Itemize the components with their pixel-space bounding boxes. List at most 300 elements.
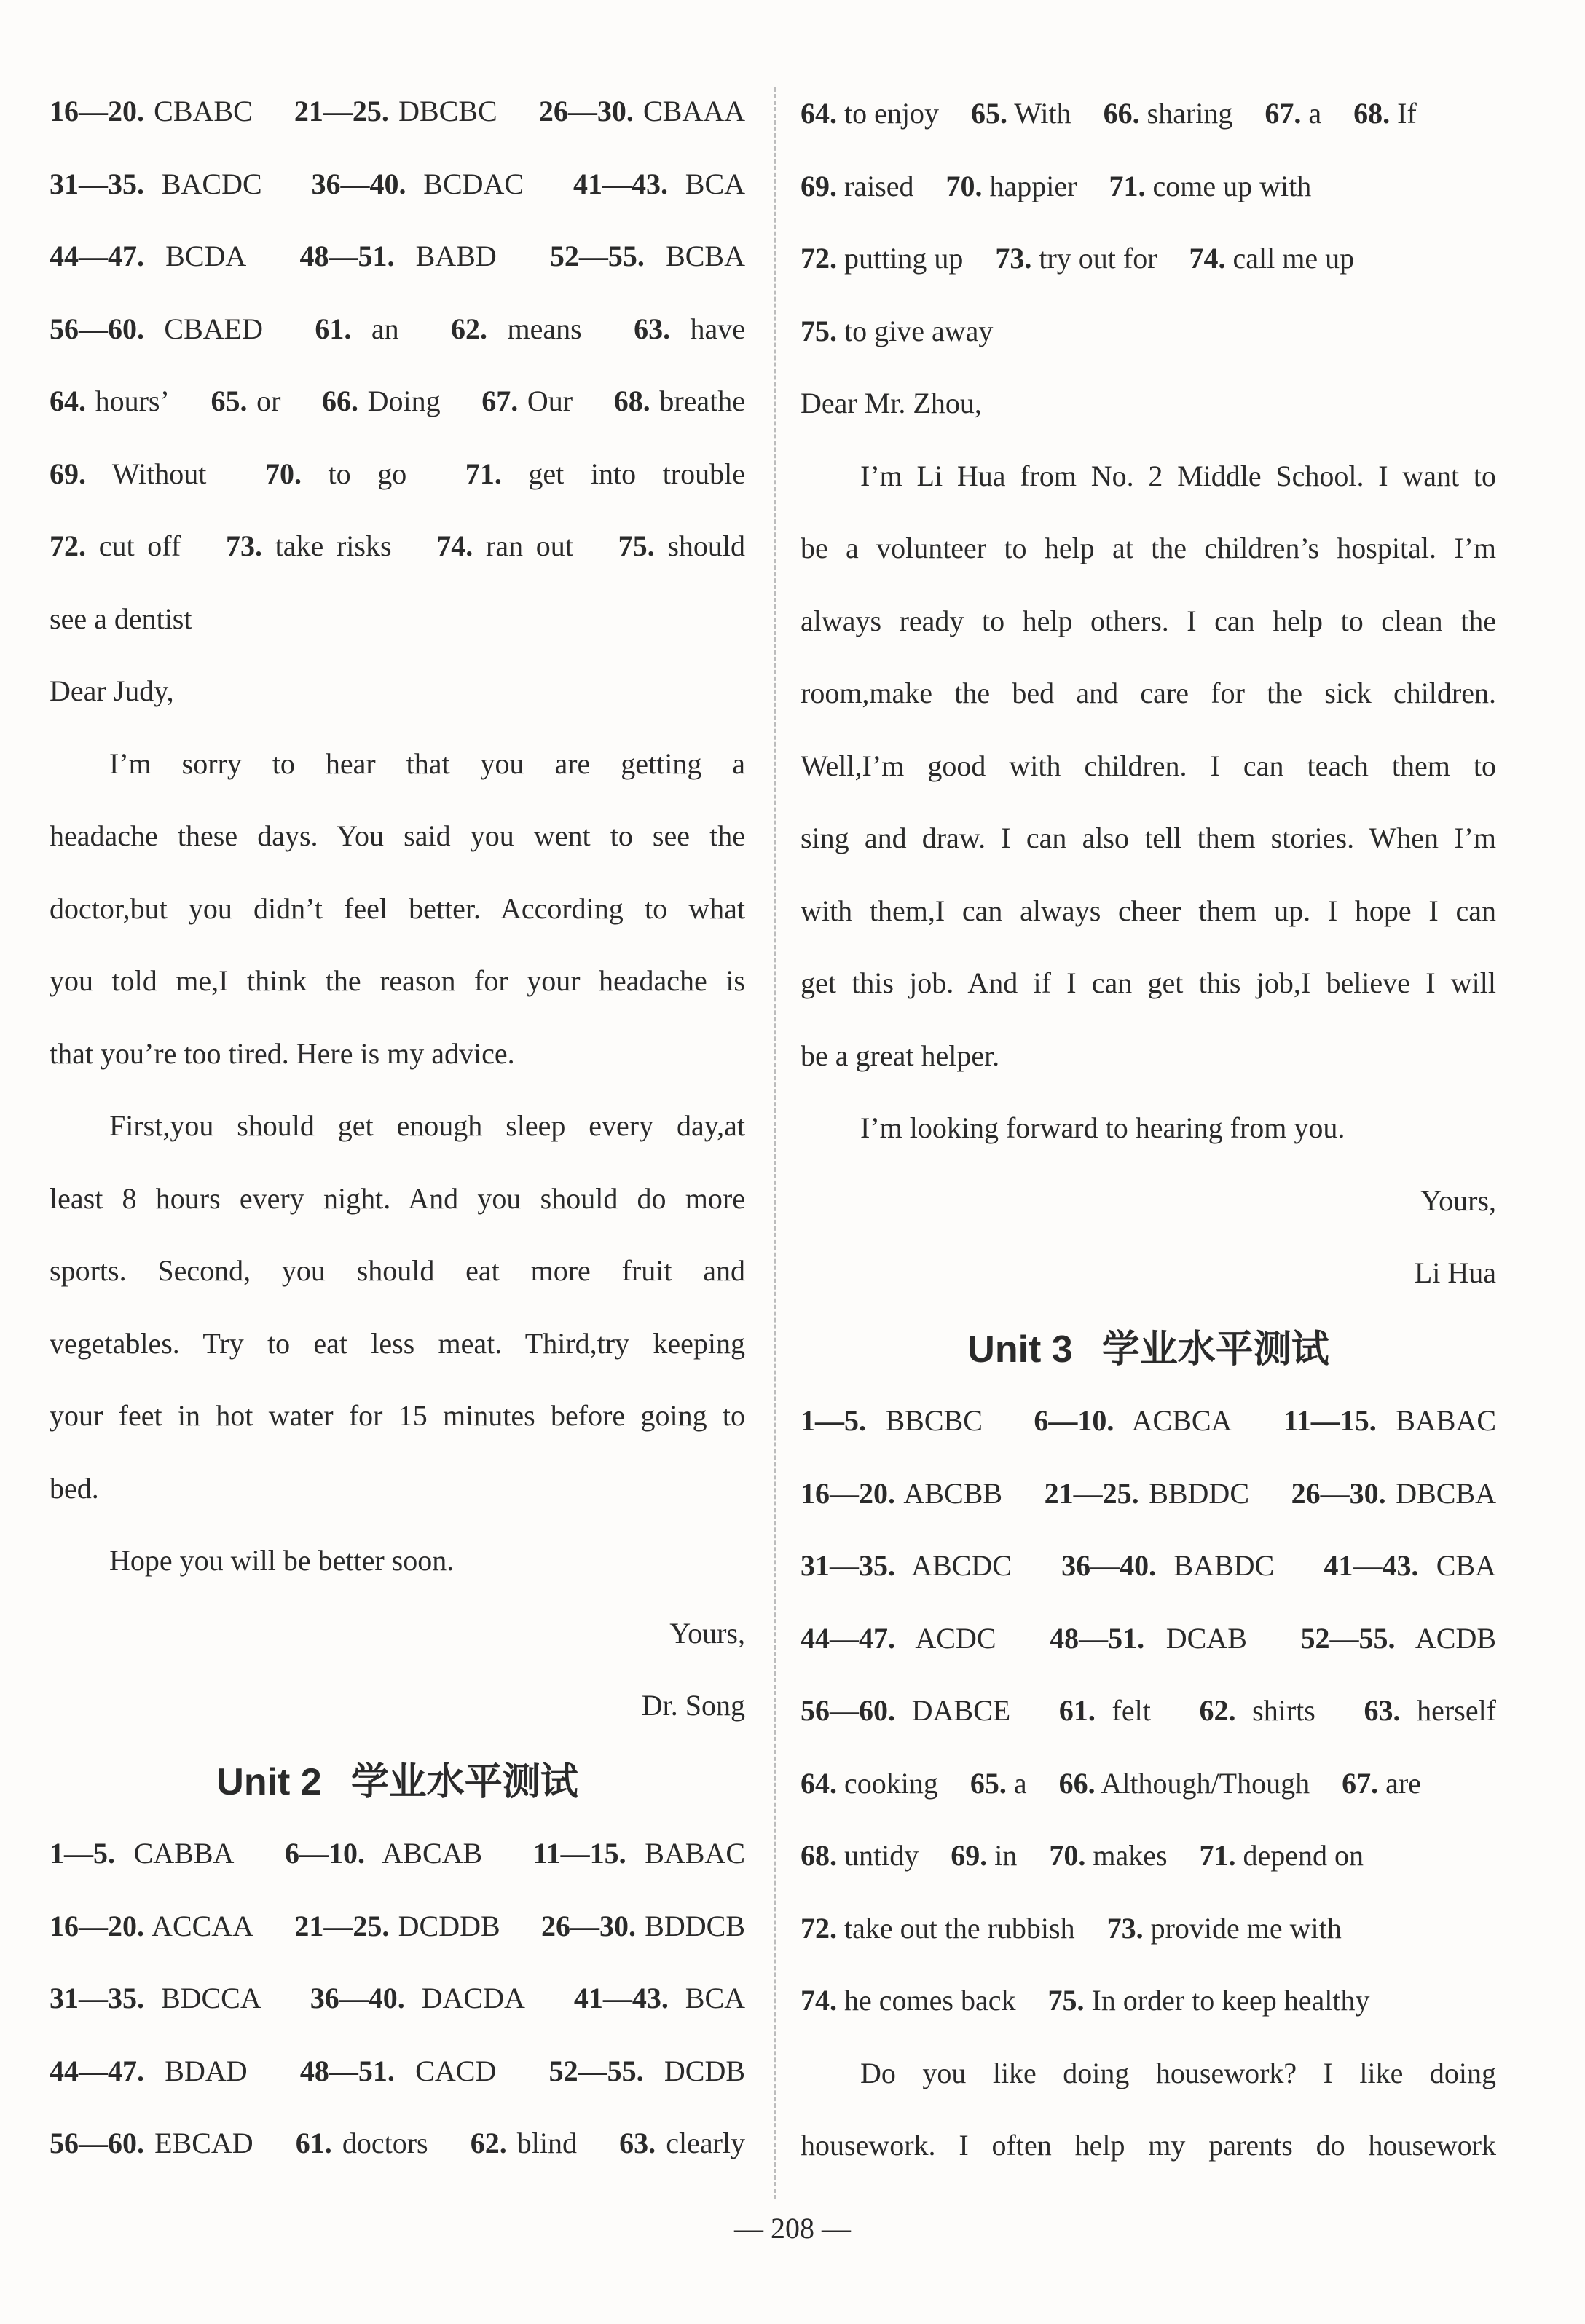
question-number: 67. bbox=[1265, 97, 1302, 130]
answer-item bbox=[1049, 1839, 1167, 1872]
answer-line bbox=[50, 162, 745, 206]
answer-item bbox=[50, 2055, 248, 2087]
answer-item bbox=[573, 168, 745, 200]
answer-item bbox=[801, 315, 993, 347]
answer-text: CBA bbox=[1418, 1549, 1496, 1582]
answer-text: try out for bbox=[1031, 242, 1157, 275]
answer-text: makes bbox=[1085, 1839, 1168, 1872]
answer-line bbox=[801, 1979, 1496, 2022]
letter-signature: Dr. Song bbox=[641, 1689, 745, 1722]
answer-item bbox=[634, 312, 745, 345]
letter-line: that you’re too tired. Here is my advice. bbox=[50, 1036, 515, 1070]
question-number: 56—60. bbox=[801, 1694, 895, 1727]
answer-text: a bbox=[1006, 1766, 1027, 1800]
answer-text: get into trouble bbox=[501, 457, 745, 490]
letter-line: doctor,but you didn’t feel better. According to what bbox=[50, 891, 745, 925]
letter-closing: Yours, bbox=[669, 1616, 745, 1650]
answer-item bbox=[1045, 1477, 1249, 1510]
question-number: 75. bbox=[1047, 1984, 1085, 2017]
answer-text: a bbox=[1301, 97, 1322, 130]
answer-item bbox=[50, 529, 181, 562]
question-number: 44—47. bbox=[50, 240, 144, 272]
question-number: 31—35. bbox=[801, 1549, 895, 1582]
answer-item bbox=[1109, 170, 1311, 202]
answer-item bbox=[618, 529, 745, 562]
answer-line bbox=[50, 379, 745, 423]
question-number: 52—55. bbox=[549, 240, 645, 272]
question-number: 52—55. bbox=[1300, 1621, 1396, 1655]
question-number: 61. bbox=[295, 2127, 332, 2159]
answer-text: in bbox=[987, 1839, 1018, 1872]
answer-text: BCA bbox=[667, 167, 746, 200]
answer-text: raised bbox=[837, 169, 914, 202]
answer-item bbox=[436, 529, 573, 562]
letter-line: room,make the bed and care for the sick children. bbox=[801, 677, 1496, 709]
answer-item bbox=[801, 1767, 938, 1800]
question-number: 56—60. bbox=[50, 312, 144, 345]
answer-item bbox=[1104, 97, 1233, 130]
answer-text: hours’ bbox=[86, 385, 170, 417]
question-number: 73. bbox=[225, 529, 262, 562]
letter-line: be a volunteer to help at the children’s hospital. I’m bbox=[801, 532, 1496, 564]
answer-item bbox=[294, 95, 497, 127]
answer-text: ACCAA bbox=[144, 1909, 254, 1942]
answer-text: BABAC bbox=[1376, 1404, 1497, 1437]
answer-text: cooking bbox=[837, 1766, 938, 1800]
question-number: 26—30. bbox=[540, 1909, 636, 1942]
answer-text: take risks bbox=[261, 529, 392, 562]
answer-item bbox=[1283, 1404, 1496, 1437]
question-number: 52—55. bbox=[548, 2054, 644, 2087]
answer-line bbox=[50, 1905, 745, 1948]
answer-item bbox=[550, 240, 745, 272]
answer-item bbox=[801, 1622, 996, 1655]
answer-text: BABDC bbox=[1156, 1549, 1275, 1582]
answer-text: take out the rubbish bbox=[837, 1911, 1075, 1945]
answer-text: putting up bbox=[837, 242, 964, 275]
answer-text: CACD bbox=[394, 2054, 497, 2087]
answer-item bbox=[549, 2055, 745, 2087]
question-number: 71. bbox=[1109, 169, 1146, 202]
answer-item bbox=[619, 2127, 745, 2159]
answer-line bbox=[801, 1762, 1496, 1805]
answer-item bbox=[1300, 1622, 1496, 1655]
answer-text: BCA bbox=[668, 1982, 746, 2014]
question-number: 44—47. bbox=[50, 2054, 144, 2087]
question-number: 36—40. bbox=[310, 1982, 405, 2014]
letter-line: your feet in hot water for 15 minutes before going to bbox=[50, 1399, 745, 1432]
letter-line: I’m Li Hua from No. 2 Middle School. I want to bbox=[860, 459, 1496, 492]
answer-item bbox=[533, 1837, 745, 1870]
question-number: 21—25. bbox=[1044, 1476, 1139, 1510]
answer-item bbox=[801, 1694, 1010, 1727]
answer-item bbox=[951, 1839, 1017, 1872]
answer-line bbox=[50, 524, 745, 568]
question-number: 41—43. bbox=[573, 1982, 669, 2014]
letter-line: I’m looking forward to hearing from you. bbox=[860, 1111, 1345, 1144]
question-number: 72. bbox=[50, 529, 86, 562]
answer-text: felt bbox=[1095, 1694, 1151, 1727]
question-number: 31—35. bbox=[50, 1982, 144, 2014]
question-number: 70. bbox=[264, 457, 302, 490]
question-number: 64. bbox=[801, 1766, 837, 1800]
question-number: 75. bbox=[801, 314, 837, 347]
answer-text: means bbox=[487, 312, 582, 345]
answer-text: BABD bbox=[394, 240, 497, 272]
answer-text: In order to keep healthy bbox=[1084, 1984, 1370, 2017]
question-number: 26—30. bbox=[538, 95, 634, 127]
answer-text: clearly bbox=[656, 2127, 746, 2159]
question-number: 65. bbox=[970, 1766, 1007, 1800]
answer-line bbox=[50, 90, 745, 133]
answer-text: BABAC bbox=[626, 1837, 745, 1870]
answer-text: ACDB bbox=[1395, 1621, 1497, 1655]
answer-text: call me up bbox=[1225, 242, 1355, 275]
answer-item bbox=[50, 95, 253, 127]
answer-text: should bbox=[654, 529, 746, 562]
question-number: 72. bbox=[801, 1911, 837, 1945]
answer-text: Doing bbox=[358, 385, 441, 417]
question-number: 63. bbox=[634, 312, 671, 345]
answer-line bbox=[801, 1834, 1496, 1878]
answer-item bbox=[801, 242, 963, 275]
answer-text: CBAED bbox=[144, 312, 263, 345]
answer-text: ABCDC bbox=[895, 1549, 1012, 1582]
question-number: 21—25. bbox=[294, 1909, 390, 1942]
question-number: 70. bbox=[1049, 1839, 1086, 1872]
question-number: 11—15. bbox=[532, 1837, 626, 1870]
answer-line bbox=[801, 1907, 1496, 1950]
answer-text: CABBA bbox=[115, 1837, 235, 1870]
answer-text: DACDA bbox=[404, 1982, 525, 2014]
question-number: 31—35. bbox=[50, 167, 144, 200]
letter-line: be a great helper. bbox=[801, 1039, 1000, 1072]
answer-text: DBCBA bbox=[1385, 1476, 1496, 1510]
answer-line bbox=[801, 1472, 1496, 1516]
answer-item bbox=[1200, 1839, 1364, 1872]
question-number: 71. bbox=[465, 457, 502, 490]
answer-text: CBAAA bbox=[633, 95, 746, 127]
answer-text: an bbox=[351, 312, 399, 345]
answer-line bbox=[801, 1544, 1496, 1588]
question-number: 67. bbox=[1342, 1766, 1379, 1800]
answer-text: provide me with bbox=[1143, 1911, 1342, 1945]
answer-item bbox=[50, 2127, 253, 2159]
letter-signature: Li Hua bbox=[1414, 1256, 1496, 1289]
question-number: 67. bbox=[481, 385, 519, 417]
answer-item bbox=[311, 168, 524, 200]
unit-title bbox=[801, 1320, 1496, 1379]
answer-item bbox=[995, 242, 1157, 275]
question-number: 16—20. bbox=[50, 95, 144, 127]
answer-item bbox=[1034, 1404, 1232, 1437]
question-number: 71. bbox=[1199, 1839, 1236, 1872]
letter-line: always ready to help others. I can help to clean the bbox=[801, 604, 1496, 637]
answer-text: ABCAB bbox=[365, 1837, 483, 1870]
answer-item bbox=[1364, 1694, 1496, 1727]
essay-line: Do you like doing housework? I like doing bbox=[860, 2056, 1496, 2089]
answer-item bbox=[541, 1910, 745, 1942]
answer-line bbox=[50, 307, 745, 351]
question-number: 16—20. bbox=[50, 1909, 144, 1942]
question-number: 41—43. bbox=[573, 167, 668, 200]
answer-item bbox=[50, 1837, 234, 1870]
answer-text: doctors bbox=[331, 2127, 428, 2159]
answer-item bbox=[1189, 242, 1355, 275]
answer-text: BACDC bbox=[144, 167, 262, 200]
question-number: 69. bbox=[50, 457, 86, 490]
answer-item bbox=[50, 385, 170, 417]
question-number: 64. bbox=[801, 97, 837, 130]
letter-line: sing and draw. I can also tell them stories. When I’m bbox=[801, 822, 1496, 854]
answer-text: are bbox=[1378, 1766, 1421, 1800]
answer-line bbox=[50, 2049, 745, 2093]
answer-item bbox=[1059, 1767, 1310, 1800]
answer-item bbox=[300, 2055, 496, 2087]
question-number: 62. bbox=[451, 312, 488, 345]
question-number: 68. bbox=[1353, 97, 1391, 130]
answer-text: to give away bbox=[837, 314, 994, 347]
question-number: 26—30. bbox=[1291, 1476, 1386, 1510]
answer-text: BCDA bbox=[144, 240, 247, 272]
question-number: 44—47. bbox=[801, 1621, 895, 1655]
answer-item bbox=[801, 1404, 983, 1437]
answer-text: ACDC bbox=[895, 1621, 996, 1655]
answer-text: Although/Though bbox=[1095, 1766, 1310, 1800]
answer-text: Our bbox=[518, 385, 573, 417]
answer-item bbox=[1324, 1549, 1496, 1582]
answer-item bbox=[970, 1767, 1027, 1800]
answer-item bbox=[1061, 1549, 1274, 1582]
answer-item bbox=[1050, 1622, 1247, 1655]
answer-text: shirts bbox=[1235, 1694, 1315, 1727]
answer-line bbox=[50, 235, 745, 278]
question-number: 66. bbox=[322, 385, 359, 417]
answer-text: herself bbox=[1400, 1694, 1496, 1727]
answer-text: ACBCA bbox=[1114, 1404, 1232, 1437]
question-number: 6—10. bbox=[1034, 1404, 1114, 1437]
unit-name: Unit 2 bbox=[216, 1760, 322, 1803]
answer-text: blind bbox=[506, 2127, 578, 2159]
answer-text: cut off bbox=[86, 529, 181, 562]
question-number: 61. bbox=[315, 312, 352, 345]
answer-line bbox=[50, 1832, 745, 1875]
question-number: 41—43. bbox=[1324, 1549, 1419, 1582]
answer-text: or bbox=[247, 385, 281, 417]
answer-item bbox=[310, 1982, 525, 2014]
answer-text: BCDAC bbox=[406, 167, 524, 200]
answer-item bbox=[1342, 1767, 1421, 1800]
question-number: 73. bbox=[1106, 1911, 1144, 1945]
unit-subtitle: 学业水平测试 bbox=[350, 1760, 578, 1804]
answer-item bbox=[1059, 1694, 1151, 1727]
question-number: 75. bbox=[618, 529, 655, 562]
question-number: 69. bbox=[801, 169, 837, 202]
letter-line: you told me,I think the reason for your headache is bbox=[50, 964, 745, 997]
letter-closing: Yours, bbox=[1420, 1183, 1496, 1217]
letter-line: sports. Second, you should eat more fruit and bbox=[50, 1254, 745, 1287]
answer-text: sharing bbox=[1139, 97, 1233, 130]
answer-line bbox=[801, 310, 1496, 353]
answer-item bbox=[946, 170, 1077, 202]
letter-line: Hope you will be better soon. bbox=[109, 1544, 455, 1577]
question-number: 65. bbox=[211, 385, 248, 417]
answer-item bbox=[801, 97, 939, 130]
answer-item bbox=[50, 457, 206, 490]
answer-text: have bbox=[670, 312, 745, 345]
question-number: 65. bbox=[970, 97, 1007, 130]
answer-text: ABCBB bbox=[895, 1476, 1002, 1510]
question-number: 69. bbox=[951, 1839, 988, 1872]
answer-text: CBABC bbox=[144, 95, 253, 127]
letter-line: vegetables. Try to eat less meat. Third,try keeping bbox=[50, 1326, 745, 1360]
answer-item bbox=[574, 1982, 745, 2014]
question-number: 62. bbox=[470, 2127, 507, 2159]
answer-item bbox=[801, 1984, 1015, 2017]
answer-line bbox=[801, 237, 1496, 280]
letter-salutation: Dear Judy, bbox=[50, 674, 174, 707]
answer-line bbox=[801, 1689, 1496, 1733]
letter-line: bed. bbox=[50, 1471, 99, 1505]
letter-salutation: Dear Mr. Zhou, bbox=[801, 387, 982, 419]
answer-item bbox=[614, 385, 745, 417]
answer-text: come up with bbox=[1145, 169, 1312, 202]
answer-item bbox=[50, 1910, 253, 1942]
question-number: 74. bbox=[1189, 242, 1226, 275]
question-number: 63. bbox=[619, 2127, 656, 2159]
question-number: 16—20. bbox=[801, 1476, 895, 1510]
letter-line: least 8 hours every night. And you should do more bbox=[50, 1181, 745, 1215]
answer-line bbox=[50, 2122, 745, 2165]
answer-item bbox=[299, 240, 496, 272]
letter-line: Well,I’m good with children. I can teach them to bbox=[801, 749, 1496, 782]
answer-item bbox=[50, 240, 246, 272]
answer-item bbox=[471, 2127, 577, 2159]
answer-item bbox=[465, 457, 745, 490]
answer-text: he comes back bbox=[837, 1984, 1016, 2017]
answer-item bbox=[50, 1982, 261, 2014]
letter-line: headache these days. You said you went to see the bbox=[50, 819, 745, 852]
answer-text: to go bbox=[301, 457, 407, 490]
answer-text: BDCCA bbox=[144, 1982, 261, 2014]
answer-text: DCDB bbox=[643, 2054, 746, 2087]
question-number: 48—51. bbox=[299, 240, 395, 272]
essay-line: housework. I often help my parents do housework bbox=[801, 2129, 1496, 2162]
answer-item bbox=[226, 529, 392, 562]
answer-text: EBCAD bbox=[144, 2127, 253, 2159]
answer-line bbox=[801, 92, 1496, 135]
answer-text: ran out bbox=[473, 529, 573, 562]
answer-item bbox=[539, 95, 745, 127]
question-number: 61. bbox=[1058, 1694, 1096, 1727]
answer-text: depend on bbox=[1235, 1839, 1364, 1872]
question-number: 70. bbox=[945, 169, 983, 202]
answer-line bbox=[50, 1977, 745, 2020]
answer-item bbox=[1047, 1984, 1369, 2017]
question-number: 1—5. bbox=[50, 1837, 115, 1870]
answer-line bbox=[801, 165, 1496, 208]
question-number: 73. bbox=[995, 242, 1032, 275]
answer-text: happier bbox=[982, 169, 1077, 202]
question-number: 6—10. bbox=[285, 1837, 365, 1870]
page-number: — 208 — bbox=[734, 2212, 851, 2245]
letter-line: I’m sorry to hear that you are getting a bbox=[109, 747, 745, 780]
answer-item bbox=[322, 385, 441, 417]
answer-item bbox=[1353, 97, 1417, 130]
answer-text: BCBA bbox=[644, 240, 745, 272]
question-number: 48—51. bbox=[1050, 1621, 1145, 1655]
answer-text: DBCBC bbox=[388, 95, 497, 127]
answer-item bbox=[801, 170, 914, 202]
unit-name: Unit 3 bbox=[967, 1328, 1073, 1371]
answer-line bbox=[801, 1399, 1496, 1443]
answer-text: BDAD bbox=[144, 2054, 248, 2087]
question-number: 66. bbox=[1103, 97, 1140, 130]
column-divider bbox=[774, 87, 776, 2199]
answer-item bbox=[211, 385, 280, 417]
answer-item bbox=[285, 1837, 482, 1870]
answer-item bbox=[296, 2127, 428, 2159]
unit-subtitle: 学业水平测试 bbox=[1101, 1327, 1329, 1371]
answer-text: breathe bbox=[650, 385, 746, 417]
question-number: 74. bbox=[436, 529, 473, 562]
answer-item bbox=[801, 1839, 919, 1872]
answer-text: DCAB bbox=[1144, 1621, 1247, 1655]
answer-item bbox=[1200, 1694, 1315, 1727]
question-number: 21—25. bbox=[294, 95, 389, 127]
question-number: 63. bbox=[1364, 1694, 1401, 1727]
question-number: 68. bbox=[613, 385, 650, 417]
answer-line bbox=[801, 1617, 1496, 1661]
question-number: 11—15. bbox=[1283, 1404, 1377, 1437]
question-number: 72. bbox=[801, 242, 837, 275]
answer-text: Without bbox=[86, 457, 207, 490]
answer-line bbox=[50, 452, 745, 496]
question-number: 36—40. bbox=[311, 167, 406, 200]
question-number: 64. bbox=[50, 385, 86, 417]
answer-item bbox=[1107, 1912, 1342, 1945]
question-number: 68. bbox=[801, 1839, 837, 1872]
answer-item bbox=[1265, 97, 1321, 130]
question-number: 56—60. bbox=[50, 2127, 144, 2159]
text-line: see a dentist bbox=[50, 602, 192, 635]
question-number: 36—40. bbox=[1061, 1549, 1157, 1582]
question-number: 48—51. bbox=[299, 2054, 395, 2087]
answer-text: to enjoy bbox=[837, 97, 939, 130]
answer-text: If bbox=[1390, 97, 1417, 130]
answer-item bbox=[50, 312, 263, 345]
question-number: 66. bbox=[1058, 1766, 1096, 1800]
letter-line: First,you should get enough sleep every day,at bbox=[109, 1109, 745, 1142]
answer-text: DABCE bbox=[895, 1694, 1011, 1727]
question-number: 74. bbox=[801, 1984, 837, 2017]
letter-line: with them,I can always cheer them up. I hope I can bbox=[801, 894, 1496, 927]
answer-item bbox=[1291, 1477, 1496, 1510]
answer-item bbox=[971, 97, 1071, 130]
answer-item bbox=[801, 1549, 1012, 1582]
answer-text: With bbox=[1007, 97, 1071, 130]
answer-item bbox=[451, 312, 582, 345]
unit-title bbox=[50, 1753, 745, 1811]
answer-text: BBCBC bbox=[866, 1404, 983, 1437]
question-number: 1—5. bbox=[801, 1404, 866, 1437]
answer-text: DCDDB bbox=[389, 1909, 500, 1942]
answer-text: BDDCB bbox=[635, 1909, 746, 1942]
answer-text: untidy bbox=[837, 1839, 919, 1872]
question-number: 62. bbox=[1199, 1694, 1236, 1727]
answer-item bbox=[801, 1912, 1075, 1945]
answer-item bbox=[801, 1477, 1002, 1510]
